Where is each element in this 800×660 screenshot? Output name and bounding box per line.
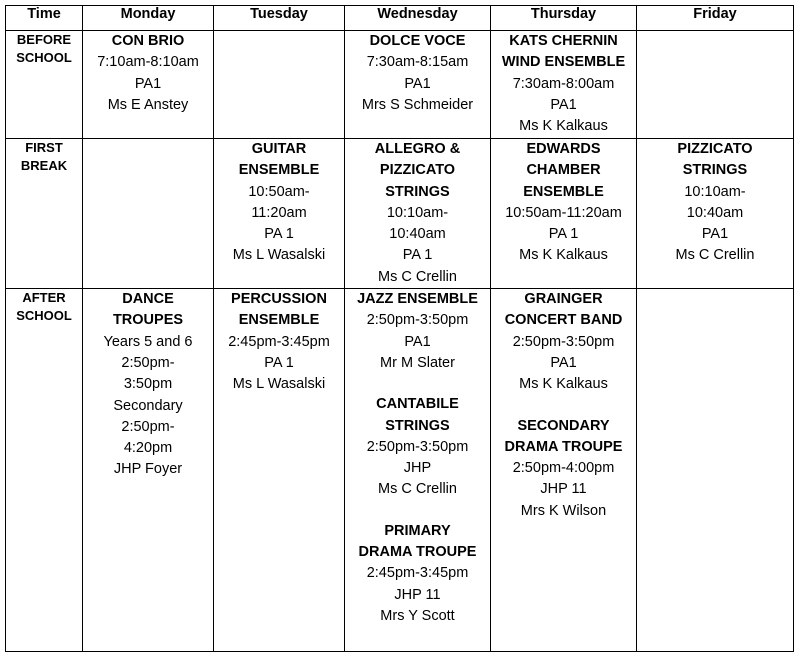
event-detail: Ms E Anstey	[107, 96, 189, 113]
time-label-line: BREAK	[20, 158, 68, 173]
schedule-cell	[345, 139, 491, 289]
event-detail: 10:10am-	[386, 204, 449, 221]
schedule-cell	[345, 31, 491, 139]
timetable	[5, 5, 794, 652]
event-title: JAZZ ENSEMBLE	[357, 291, 478, 308]
event-detail: Ms L Wasalski	[232, 247, 326, 264]
event-detail: Mr M Slater	[380, 354, 455, 371]
header-thursday: Thursday	[491, 6, 637, 31]
event-detail: 2:50pm-3:50pm	[366, 312, 469, 329]
event-detail: 2:45pm-3:45pm	[366, 565, 469, 582]
event-detail: 7:30am-8:00am	[512, 75, 615, 92]
event-title: STRINGS	[682, 162, 748, 179]
event-title: DRAMA TROUPE	[358, 544, 477, 561]
schedule-cell	[214, 289, 345, 652]
event-block	[491, 139, 636, 267]
schedule-cell	[214, 139, 345, 289]
event-detail: Ms C Crellin	[378, 268, 457, 285]
event-title: ENSEMBLE	[523, 183, 604, 200]
event-detail: JHP 11	[394, 586, 441, 603]
time-label-line: BEFORE	[16, 32, 72, 47]
event-title: CONCERT BAND	[504, 312, 623, 329]
event-detail: PA1	[701, 226, 729, 243]
event-detail: 10:40am	[686, 204, 744, 221]
schedule-cell	[491, 31, 637, 139]
event-detail: 10:50am-11:20am	[505, 204, 622, 221]
row-first-break	[6, 139, 794, 289]
event-title: CHAMBER	[526, 162, 601, 179]
event-detail: Ms K Kalkaus	[519, 118, 608, 135]
event-title: STRINGS	[385, 183, 450, 200]
event-title: PRIMARY	[384, 522, 451, 539]
time-label	[6, 31, 83, 139]
event-detail: Ms C Crellin	[675, 247, 755, 264]
schedule-cell	[214, 31, 345, 139]
event-block	[637, 139, 793, 267]
schedule-cell	[83, 139, 214, 289]
event-block	[345, 521, 490, 627]
schedule-cell	[491, 289, 637, 652]
schedule-cell	[83, 289, 214, 652]
event-title: CANTABILE	[376, 396, 459, 413]
event-title: DOLCE VOCE	[369, 33, 466, 49]
event-detail: 11:20am	[251, 204, 307, 221]
row-before-school	[6, 31, 794, 139]
event-title: TROUPES	[112, 312, 184, 329]
event-spacer	[491, 396, 636, 416]
event-block	[345, 394, 490, 500]
header-time: Time	[6, 6, 83, 31]
event-detail: 2:50pm-	[121, 354, 175, 371]
event-title: KATS CHERNIN	[509, 33, 618, 49]
schedule-cell	[345, 289, 491, 652]
event-block	[491, 31, 636, 137]
event-detail: PA 1	[402, 247, 433, 264]
event-title: CON BRIO	[111, 33, 185, 49]
event-block	[491, 416, 636, 522]
event-detail: PA1	[550, 354, 577, 371]
event-detail: Ms K Kalkaus	[519, 247, 608, 264]
header-monday: Monday	[83, 6, 214, 31]
event-block	[345, 289, 490, 374]
header-wednesday: Wednesday	[345, 6, 491, 31]
event-detail: 10:10am-	[684, 183, 746, 200]
event-title: PIZZICATO	[379, 162, 456, 179]
event-detail: Mrs S Schmeider	[361, 96, 474, 113]
event-title: STRINGS	[385, 417, 450, 434]
event-block	[214, 289, 344, 395]
time-label-line: SCHOOL	[16, 308, 72, 324]
event-detail: 3:50pm	[123, 376, 173, 393]
event-detail: 7:10am-8:10am	[97, 54, 199, 71]
event-detail: JHP 11	[540, 481, 587, 498]
event-block	[83, 31, 213, 116]
event-detail: PA 1	[264, 354, 294, 371]
event-detail: 2:50pm-3:50pm	[512, 333, 615, 350]
event-detail: PA 1	[264, 226, 294, 243]
time-label-line: AFTER	[22, 290, 66, 306]
event-detail: PA1	[550, 96, 577, 113]
time-label-line: FIRST	[25, 140, 63, 155]
event-block	[214, 139, 344, 267]
event-title: PERCUSSION	[231, 291, 327, 308]
event-detail: Ms L Wasalski	[232, 376, 326, 393]
event-block	[491, 289, 636, 395]
event-detail: Years 5 and 6	[103, 333, 193, 350]
event-title: GRAINGER	[524, 291, 603, 308]
event-title: DRAMA TROUPE	[504, 438, 623, 455]
time-label	[6, 289, 83, 652]
event-detail: Mrs Y Scott	[380, 607, 455, 624]
event-title: ALLEGRO &	[374, 141, 461, 157]
event-detail: Secondary	[113, 397, 183, 414]
event-spacer	[345, 374, 490, 394]
event-title: SECONDARY	[517, 417, 610, 434]
time-label	[6, 139, 83, 289]
event-detail: PA1	[134, 75, 162, 92]
row-after-school	[6, 289, 794, 652]
event-title: ENSEMBLE	[238, 162, 320, 179]
schedule-cell	[491, 139, 637, 289]
event-spacer	[345, 501, 490, 521]
event-detail: PA1	[404, 75, 431, 92]
event-detail: PA1	[404, 333, 431, 350]
event-detail: 10:40am	[389, 226, 446, 243]
event-detail: 7:30am-8:15am	[366, 54, 469, 71]
event-detail: 10:50am-	[248, 183, 310, 200]
event-title: GUITAR	[251, 141, 307, 157]
event-block	[83, 289, 213, 481]
header-tuesday: Tuesday	[214, 6, 345, 31]
event-detail: 2:50pm-4:00pm	[512, 460, 615, 477]
header-friday: Friday	[637, 6, 794, 31]
event-title: EDWARDS	[526, 141, 601, 157]
event-detail: Ms C Crellin	[378, 481, 457, 498]
event-detail: 2:45pm-3:45pm	[228, 333, 330, 350]
event-detail: JHP Foyer	[113, 461, 183, 478]
event-detail: 4:20pm	[123, 440, 173, 457]
schedule-cell	[83, 31, 214, 139]
schedule-cell	[637, 139, 794, 289]
time-label-line: SCHOOL	[16, 50, 72, 65]
schedule-cell	[637, 289, 794, 652]
event-title: PIZZICATO	[677, 141, 753, 157]
event-block	[345, 139, 490, 288]
header-row	[6, 6, 794, 31]
event-detail: 2:50pm-	[121, 418, 175, 435]
event-detail: PA 1	[548, 226, 579, 243]
event-title: DANCE	[122, 291, 174, 308]
event-title: WIND ENSEMBLE	[501, 54, 626, 71]
event-title: ENSEMBLE	[238, 312, 320, 329]
event-detail: Mrs K Wilson	[520, 502, 607, 519]
schedule-cell	[637, 31, 794, 139]
event-detail: 2:50pm-3:50pm	[366, 438, 469, 455]
event-detail: JHP	[403, 460, 432, 477]
event-block	[345, 31, 490, 116]
event-detail: Ms K Kalkaus	[519, 376, 608, 393]
